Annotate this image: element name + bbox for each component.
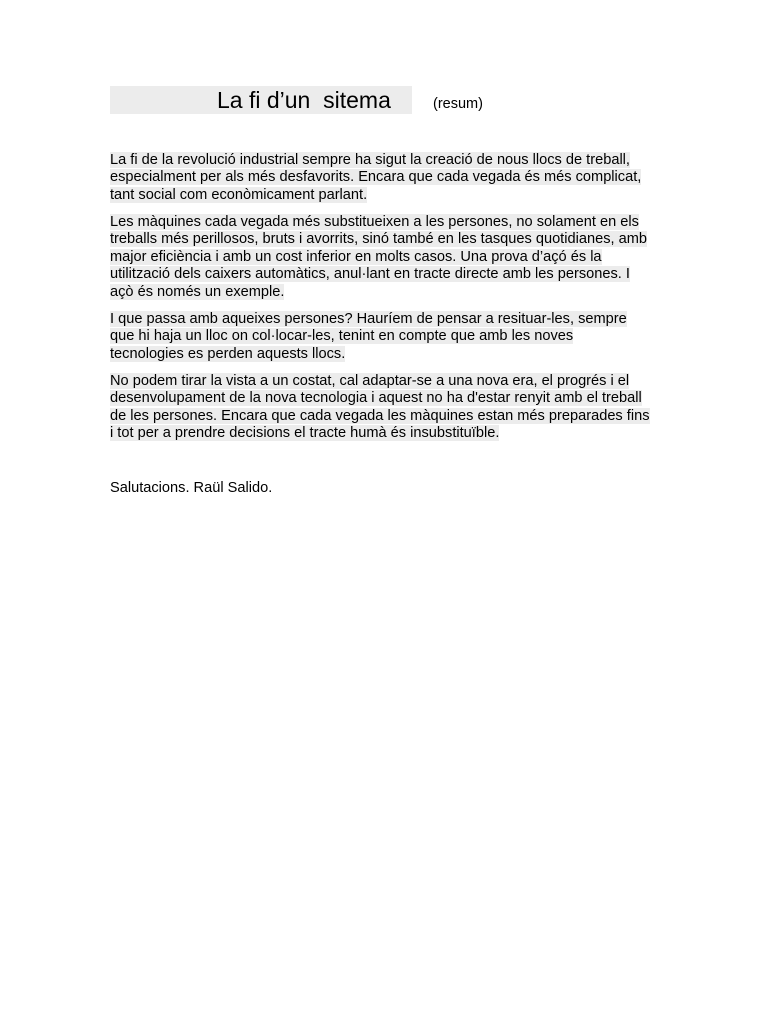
paragraph-2: [110, 214, 670, 301]
document-subtitle: (resum): [433, 96, 483, 112]
paragraph-4: [110, 373, 670, 443]
paragraph-2-text: Les màquines cada vegada més substitueixen a les persones, no solament en els treballs més perillosos, bruts i avorrits, sinó també en les tasques quotidianes, amb major eficiència i amb un cost inferior en molts casos. Una prova d’açó és la utilització dels caixers automàtics, anul·lant en tracte directe amb les persones. I açò és només un exemple.: [110, 214, 647, 300]
paragraph-3: [110, 311, 670, 363]
document-title: La fi d’un sitema: [217, 87, 391, 113]
paragraph-1: [110, 152, 670, 204]
paragraph-3-text: I que passa amb aqueixes persones? Hauríem de pensar a resituar-les, sempre que hi haja un lloc on col·locar-les, tenint en compte que amb les noves tecnologies es perden aquests llocs.: [110, 311, 627, 362]
signature: Salutacions. Raül Salido.: [110, 480, 273, 496]
paragraph-4-text: No podem tirar la vista a un costat, cal adaptar-se a una nova era, el progrés i el desenvolupament de la nova tecnologia i aquest no ha d'estar renyit amb el treball de les persones. Encara que cada vegada les màquines estan més preparades fins i tot per a prendre decisions el tracte humà és insubstituïble.: [110, 373, 650, 442]
paragraph-1-text: La fi de la revolució industrial sempre ha sigut la creació de nous llocs de treball, especialment per als més desfavorits. Encara que cada vegada és més complicat, tant social com econòmicament parlant.: [110, 152, 642, 203]
title-row: [110, 86, 440, 114]
